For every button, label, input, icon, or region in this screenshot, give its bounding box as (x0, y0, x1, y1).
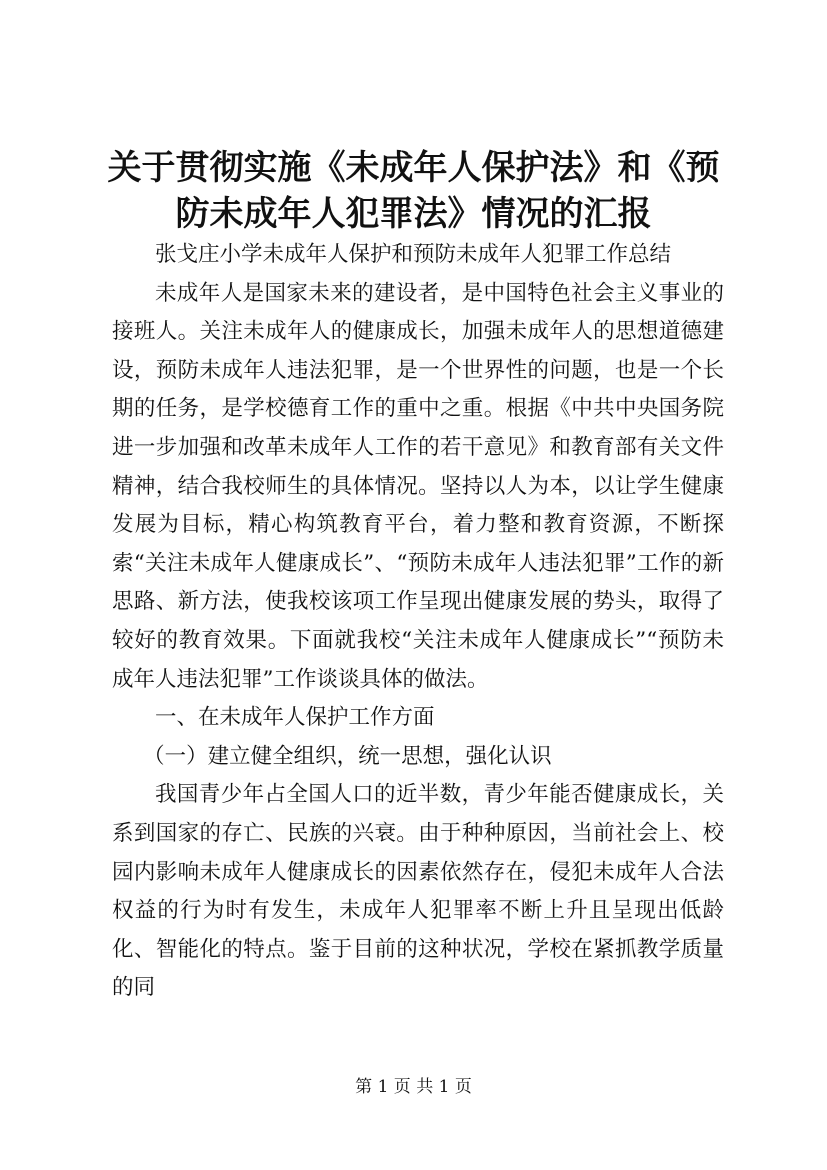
section-heading-protection: 一、在未成年人保护工作方面 (155, 705, 435, 731)
subsection-heading-organization: （一）建立健全组织，统一思想，强化认识 (143, 743, 552, 769)
paragraph-intro: 未成年人是国家未来的建设者，是中国特色社会主义事业的接班人。关注未成年人的健康成长，加强未成年人的思想道德建设，预防未成年人违法犯罪，是一个世界性的问题，也是一个长期的任务，是学校德育工作的重中之重。根据《中共中央国务院进一步加强和改革未成年人工作的若干意见》和教育部有关文件精神，结合我校师生的具体情况。坚持以人为本，以让学生健康发展为目标，精心构筑教育平台，着力整和教育资源，不断探索“关注未成年人健康成长”、“预防未成年人违法犯罪”工作的新思路、新方法，使我校该项工作呈现出健康发展的势头，取得了较好的教育效果。下面就我校“关注未成年人健康成长”“预防未成年人违法犯罪”工作谈谈具体的做法。 (112, 280, 724, 692)
paragraph-school-summary: 张戈庄小学未成年人保护和预防未成年人犯罪工作总结 (155, 242, 672, 267)
page-number-footer: 第 1 页 共 1 页 (355, 1077, 472, 1097)
document-body (112, 236, 724, 1008)
paragraph-youth-population: 我国青少年占全国人口的近半数，青少年能否健康成长，关系到国家的存亡、民族的兴衰。由于种种原因，当前社会上、校园内影响未成年人健康成长的因素依然存在，侵犯未成年人合法权益的行为时有发生，未成年人犯罪率不断上升且呈现出低龄化、智能化的特点。鉴于目前的这种状况，学校在紧抓教学质量的同 (112, 782, 724, 1001)
document-title: 关于贯彻实施《未成年人保护法》和《预防未成年人犯罪法》情况的汇报 (107, 148, 720, 234)
